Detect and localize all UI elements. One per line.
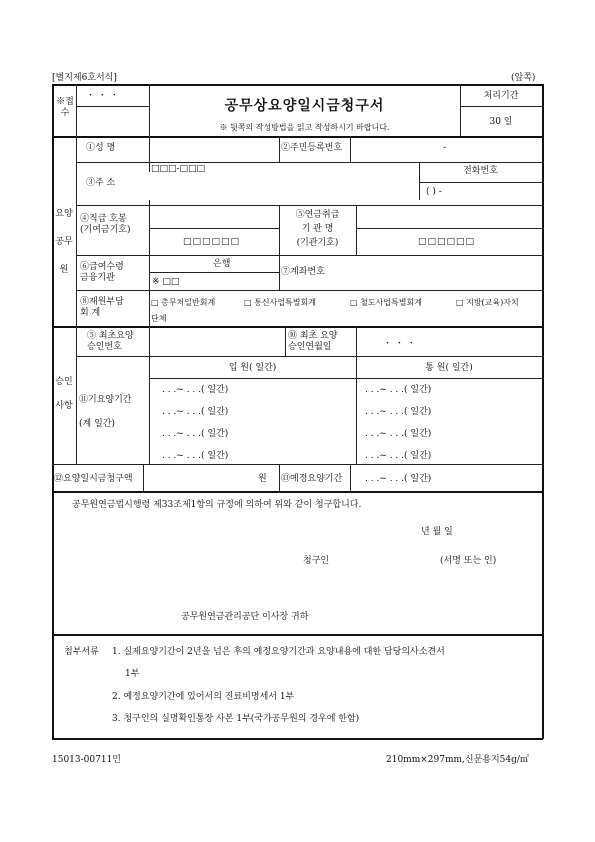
outpatient-row: . . .~ . . .( 일간) xyxy=(365,451,432,461)
attachment-item-1: 1. 실제요양기간이 2년을 넘은 후의 예정요양기간과 요양내용에 대한 담당의사소견서 xyxy=(112,647,445,657)
processing-label: 처리기간 xyxy=(483,91,519,101)
receipt-dots: ・ ・ ・ xyxy=(86,91,119,101)
bank-boxes: ※ □□ xyxy=(152,277,180,287)
attachment-item-2: 2. 예정요양기간에 있어서의 진료비명세서 1부 xyxy=(112,692,295,702)
financial-option-4[interactable]: □ 지방(교육)자치 xyxy=(456,298,519,307)
period-label: ⑪기요양기간 (계 일간) xyxy=(79,395,132,429)
outpatient-row: . . .~ . . .( 일간) xyxy=(365,407,432,417)
phone-value: ( ) - xyxy=(426,187,442,197)
phone-label: 전화번호 xyxy=(463,166,498,176)
inpatient-header: 입 원( 일간) xyxy=(228,363,277,373)
paper-spec: 210mm×297mm,신문용지54g/㎡ xyxy=(386,755,529,765)
address-label: ③주 소 xyxy=(86,178,116,188)
form-code: 15013-00711민 xyxy=(52,755,121,765)
inpatient-row: . . .~ . . .( 일간) xyxy=(162,451,229,461)
attachment-item-1-count: 1부 xyxy=(125,669,140,679)
first-date-value: ・ ・ ・ xyxy=(383,339,416,349)
declaration-text: 공무원연금법시행령 제33조제1항의 규정에 의하여 위와 같이 청구합니다. xyxy=(72,500,362,510)
financial-label: ⑧재원부담 회 계 xyxy=(80,297,124,318)
inpatient-row: . . .~ . . .( 일간) xyxy=(162,385,229,395)
section1-side-label: 요양 공무 원 xyxy=(55,209,73,275)
addressee: 공무원연금관리공단 이사장 귀하 xyxy=(181,612,309,622)
account-label: ⑦계좌번호 xyxy=(281,267,325,277)
amount-label: ⑫요양일시금청구액 xyxy=(54,474,133,484)
form-number: [별지제6호서식] xyxy=(52,73,117,83)
amount-unit: 원 xyxy=(258,474,267,484)
outpatient-row: . . .~ . . .( 일간) xyxy=(365,385,432,395)
name-label: ①성 명 xyxy=(86,143,116,153)
bank-label: ⑥급여수령 금융기관 xyxy=(80,262,124,283)
financial-option-3[interactable]: □ 철도사업특별회계 xyxy=(350,298,422,307)
bank-text: 은행 xyxy=(213,259,231,269)
postcode-boxes: □□□-□□□ xyxy=(151,164,206,174)
inpatient-row: . . .~ . . .( 일간) xyxy=(162,407,229,417)
attachment-item-3: 3. 청구인의 실명확인통장 사본 1부(국가공무원의 경우에 한함) xyxy=(112,714,360,724)
receipt-label: ※접수 xyxy=(56,97,74,118)
financial-option-1[interactable]: □ 총무처일반회계 xyxy=(151,298,216,307)
first-approval-label: ⑤ 최초요양 승인번호 xyxy=(87,331,134,352)
processing-value: 30 일 xyxy=(489,117,513,127)
section2-side-label: 승인 사항 xyxy=(55,377,73,411)
page-side: (앞쪽) xyxy=(511,73,536,83)
org-boxes: □□□□□□ xyxy=(418,237,476,247)
rank-label: ④직급 호봉 (기여금기호) xyxy=(80,214,131,235)
outpatient-header: 통 원( 일간) xyxy=(425,363,473,373)
financial-option-2[interactable]: □ 통신사업특별회계 xyxy=(244,298,316,307)
financial-extra: 단체 xyxy=(151,314,167,323)
signature-field[interactable]: (서명 또는 인) xyxy=(440,556,497,566)
declaration-date: 년 월 일 xyxy=(421,527,453,537)
attachments-label: 첨부서류 xyxy=(64,647,99,657)
outpatient-row: . . .~ . . .( 일간) xyxy=(365,429,432,439)
inpatient-row: . . .~ . . .( 일간) xyxy=(162,429,229,439)
rrn-label: ②주민등록번호 xyxy=(281,143,343,153)
form-subtitle: ※ 뒷쪽의 작성방법을 읽고 작성하시기 바랍니다. xyxy=(219,123,390,132)
expected-label: ⑬예정요양기간 xyxy=(281,474,343,484)
expected-value: . . .~ . . .( 일간) xyxy=(365,474,432,484)
form-title: 공무상요양일시금청구서 xyxy=(224,98,385,114)
org-label: ⑤연금취급 기 관 명 (기관기호) xyxy=(295,210,340,248)
claimant-label: 청구인 xyxy=(303,556,330,566)
first-date-label: ⑩ 최초 요양 승인연월일 xyxy=(288,331,338,352)
rank-boxes: □□□□□□ xyxy=(183,237,241,247)
rrn-dash: - xyxy=(443,143,447,153)
